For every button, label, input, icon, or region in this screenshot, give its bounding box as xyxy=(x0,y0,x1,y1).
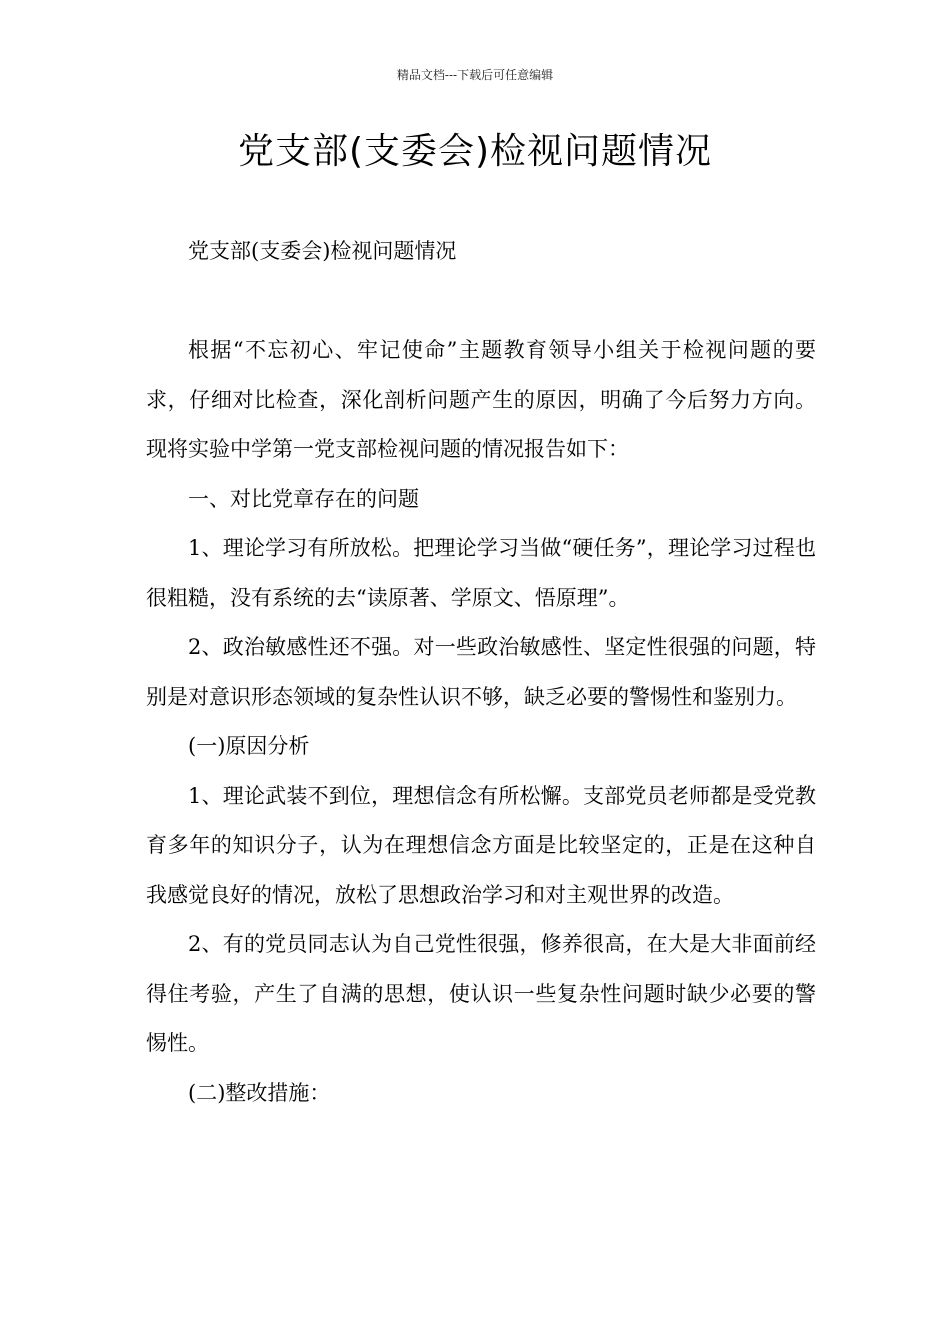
section-heading: 一、对比党章存在的问题 xyxy=(188,486,419,511)
header-note: 精品文档---下载后可任意编辑 xyxy=(396,68,554,82)
document-body xyxy=(146,227,816,1118)
intro-paragraph: 根据“不忘初心、牢记使命”主题教育领导小组关于检视问题的要求，仔细对比检查，深化剖析问题产生的原因，明确了今后努力方向。现将实验中学第一党支部检视问题的情况报告如下： xyxy=(146,338,816,461)
problem-paragraph-2: 2、政治敏感性还不强。对一些政治敏感性、坚定性很强的问题，特别是对意识形态领域的复杂性认识不够，缺乏必要的警惕性和鉴别力。 xyxy=(146,635,816,709)
problem-paragraph-1: 1、理论学习有所放松。把理论学习当做“硬任务”，理论学习过程也很粗糙，没有系统的去“读原著、学原文、悟原理”。 xyxy=(146,536,816,610)
cause-paragraph-1: 1、理论武装不到位，理想信念有所松懈。支部党员老师都是受党教育多年的知识分子，认为在理想信念方面是比较坚定的，正是在这种自我感觉良好的情况，放松了思想政治学习和对主观世界的改造。 xyxy=(146,783,816,907)
measures-heading: (二)整改措施： xyxy=(188,1080,331,1105)
analysis-heading: (一)原因分析 xyxy=(188,734,310,758)
document-title: 党支部(支委会)检视问题情况 xyxy=(237,131,713,172)
subtitle-paragraph: 党支部(支委会)检视问题情况 xyxy=(188,239,457,263)
cause-paragraph-2: 2、有的党员同志认为自己党性很强，修养很高，在大是大非面前经得住考验，产生了自满的思想，使认识一些复杂性问题时缺少必要的警惕性。 xyxy=(146,932,816,1055)
